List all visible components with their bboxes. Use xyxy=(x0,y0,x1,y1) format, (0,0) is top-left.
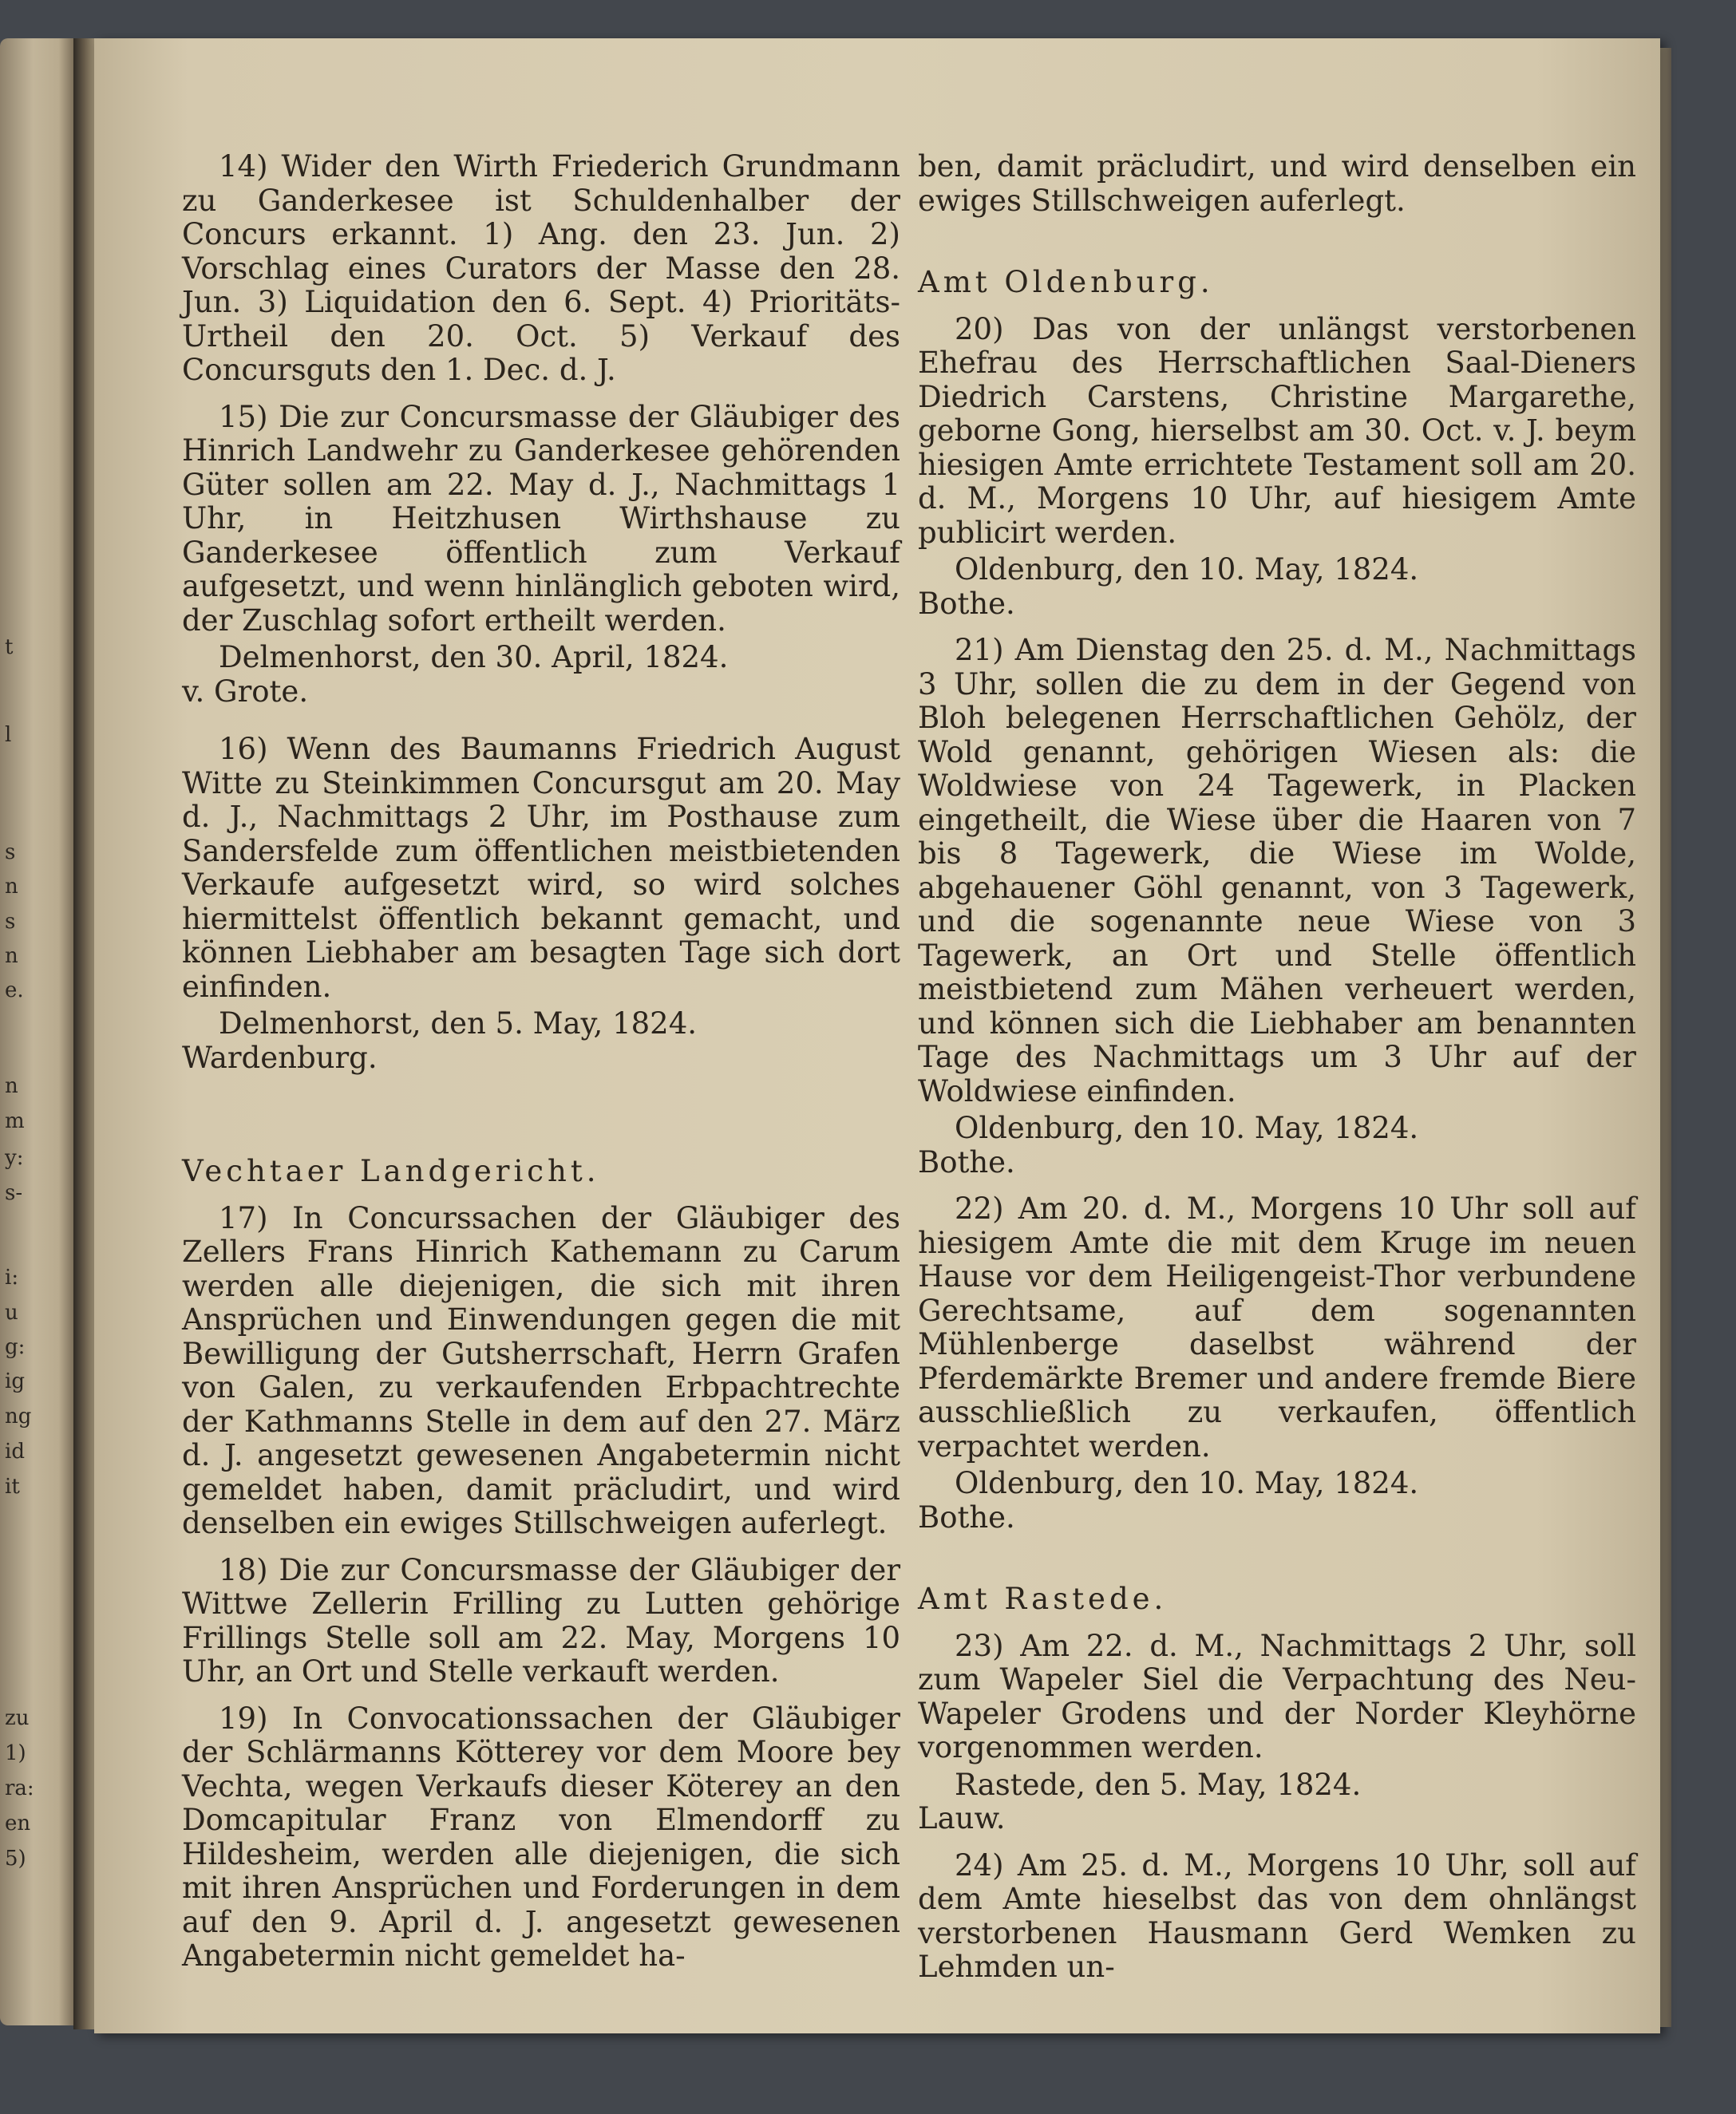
notice-15-dateline: Delmenhorst, den 30. April, 1824. xyxy=(219,640,729,674)
edge-fragment: l xyxy=(5,723,12,747)
edge-fragment: it xyxy=(5,1475,20,1499)
notice-22: 22) Am 20. d. M., Morgens 10 Uhr soll auf hiesigem Amte die mit dem Kruge im neuen Hause vor dem Heiligengeist-Thor verbundene Gerechtsame, auf dem sogenannten Mühlenberge daselbst während der Pferdemärkte Bremer und andere fremde Biere ausschließlich zu verkaufen, öffentlich verpachtet werden. xyxy=(918,1191,1636,1464)
edge-fragment: zu xyxy=(5,1706,30,1730)
notice-17: 17) In Concurssachen der Gläubiger des Zellers Frans Hinrich Kathemann zu Carum werden alle diejenigen, die sich mit ihren Ansprüchen und Einwendungen gegen die mit Bewilligung der Gutsherrschaft, Herrn Grafen von Galen, zu verkaufenden Erbpachtrechte der Kathmanns Stelle in dem auf den 27. März d. J. angesetzt gewesenen Angabetermin nicht gemeldet haben, damit präcludirt, und wird denselben ein ewiges Stillschweigen auferlegt. xyxy=(182,1200,900,1540)
notice-20-dateline: Oldenburg, den 10. May, 1824. xyxy=(955,552,1419,587)
edge-fragment: e. xyxy=(5,978,24,1002)
edge-fragment: 1) xyxy=(5,1741,26,1765)
notice-22-signature: Bothe. xyxy=(918,1500,1015,1535)
edge-fragment: id xyxy=(5,1440,25,1464)
book-gutter xyxy=(73,38,94,2029)
notice-16-signature: Wardenburg. xyxy=(182,1040,378,1075)
notice-20-signature: Bothe. xyxy=(918,586,1015,621)
notice-23: 23) Am 22. d. M., Nachmittags 2 Uhr, soll zum Wapeler Siel die Verpachtung des Neu-Wapeler Grodens und der Norder Kleyhörne vorgenommen werden. xyxy=(918,1628,1636,1764)
edge-fragment: n xyxy=(5,875,18,899)
notice-21-dateline: Oldenburg, den 10. May, 1824. xyxy=(955,1111,1419,1145)
edge-fragment: i: xyxy=(5,1266,19,1290)
notice-19: 19) In Convocationssachen der Gläubiger der Schlärmanns Kötterey vor dem Moore bey Vechta, wegen Verkaufs dieser Köterey an den Domcapitular Franz von Elmendorff zu Hildesheim, werden alle diejenigen, die sich mit ihren Ansprüchen und Forderungen in dem auf den 9. April d. J. angesetzt gewesenen Angabetermin nicht gemeldet ha- xyxy=(182,1701,900,1973)
notice-24: 24) Am 25. d. M., Morgens 10 Uhr, soll auf dem Amte hieselbst das von dem ohnlängst verstorbenen Hausmann Gerd Wemken zu Lehmden un- xyxy=(918,1847,1636,1984)
notice-21-signature: Bothe. xyxy=(918,1144,1015,1179)
edge-fragment: s xyxy=(5,910,16,934)
notice-18: 18) Die zur Concursmasse der Gläubiger der Wittwe Zellerin Frilling zu Lutten gehörige Frillings Stelle soll am 22. May, Morgens 10 Uhr, an Ort und Stelle verkauft werden. xyxy=(182,1552,900,1689)
notice-14: 14) Wider den Wirth Friederich Grundmann zu Ganderkesee ist Schuldenhalber der Concurs erkannt. 1) Ang. den 23. Jun. 2) Vorschlag eines Curators der Masse den 28. Jun. 3) Liquidation den 6. Sept. 4) Prioritäts-Urtheil den 20. Oct. 5) Verkauf des Concursguts den 1. Dec. d. J. xyxy=(182,149,900,387)
edge-fragment: s xyxy=(5,840,16,864)
notice-16-dateline: Delmenhorst, den 5. May, 1824. xyxy=(219,1006,697,1041)
edge-fragment: g: xyxy=(5,1335,26,1359)
section-heading-oldenburg: Amt Oldenburg. xyxy=(918,265,1214,299)
edge-fragment: n xyxy=(5,1074,18,1098)
edge-fragment: s- xyxy=(5,1181,23,1205)
edge-fragment: ng xyxy=(5,1405,32,1428)
document-page xyxy=(94,38,1660,2033)
section-heading-rastede: Amt Rastede. xyxy=(918,1582,1168,1616)
edge-fragment: n xyxy=(5,944,18,968)
right-column xyxy=(918,150,1636,1985)
section-heading-vechta: Vechtaer Landgericht. xyxy=(182,1154,600,1188)
edge-fragment: m xyxy=(5,1109,25,1133)
notice-19-continuation: ben, damit präcludirt, und wird denselben ein ewiges Stillschweigen auferlegt. xyxy=(918,149,1636,218)
facing-page-edge xyxy=(0,38,73,2025)
edge-fragment: y: xyxy=(5,1146,24,1170)
notice-15: 15) Die zur Concursmasse der Gläubiger des Hinrich Landwehr zu Ganderkesee gehörenden Güter sollen am 22. May d. J., Nachmittags 1 Uhr, in Heitzhusen Wirthshause zu Ganderkesee öffentlich zum Verkauf aufgesetzt, und wenn hinlänglich geboten wird, der Zuschlag sofort ertheilt werden. xyxy=(182,399,900,638)
notice-22-dateline: Oldenburg, den 10. May, 1824. xyxy=(955,1466,1419,1500)
edge-fragment: t xyxy=(5,635,14,659)
edge-fragment: ra: xyxy=(5,1776,34,1800)
page-edge-shadow xyxy=(1660,48,1671,2027)
left-column xyxy=(182,150,900,1974)
notice-23-dateline: Rastede, den 5. May, 1824. xyxy=(955,1767,1362,1802)
edge-fragment: ig xyxy=(5,1369,25,1393)
notice-20: 20) Das von der unlängst verstorbenen Ehefrau des Herrschaftlichen Saal-Dieners Diedrich Carstens, Christine Margarethe, geborne Gong, hierselbst am 30. Oct. v. J. beym hiesigen Amte errichtete Testament soll am 20. d. M., Morgens 10 Uhr, auf hiesigem Amte publicirt werden. xyxy=(918,311,1636,550)
notice-23-signature: Lauw. xyxy=(918,1801,1006,1835)
edge-fragment: u xyxy=(5,1301,18,1325)
edge-fragment: en xyxy=(5,1812,31,1835)
notice-21: 21) Am Dienstag den 25. d. M., Nachmittags 3 Uhr, sollen die zu dem in der Gegend von Bloh belegenen Herrschaftlichen Gehölz, der Wold genannt, gehörigen Wiesen als: die Woldwiese von 24 Tagewerk, in Placken eingetheilt, die Wiese über die Haaren von 7 bis 8 Tagewerk, die Wiese im Wolde, abgehauener Göhl genannt, von 3 Tagewerk, und die sogenannte neue Wiese von 3 Tagewerk, an Ort und Stelle öffentlich meistbietend zum Mähen verheuert werden, und können sich die Liebhaber am benannten Tage des Nachmittags um 3 Uhr auf der Woldwiese einfinden. xyxy=(918,633,1636,1108)
notice-15-signature: v. Grote. xyxy=(182,674,309,709)
notice-16: 16) Wenn des Baumanns Friedrich August Witte zu Steinkimmen Concursgut am 20. May d. J., Nachmittags 2 Uhr, im Posthause zum Sandersfelde zum öffentlichen meistbietenden Verkaufe aufgesetzt wird, so wird solches hiermittelst öffentlich bekannt gemacht, und können Liebhaber am besagten Tage sich dort einfinden. xyxy=(182,732,900,1004)
edge-fragment: 5) xyxy=(5,1847,26,1871)
